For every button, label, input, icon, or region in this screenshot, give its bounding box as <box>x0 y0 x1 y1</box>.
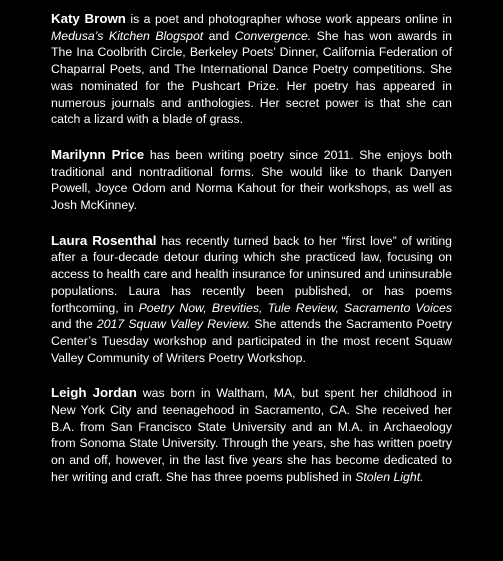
bio-marilynn-price <box>51 147 452 214</box>
bio-text: has been writing poetry since 2011. She enjoys both traditional and nontraditional forms. She would like to thank Danyen Powell, Joyce Odom and Norma Kahout for their workshops, as well as Josh McKinney. <box>51 147 452 213</box>
bio-name: Marilynn Price <box>51 146 145 162</box>
bio-laura-rosenthal <box>51 233 452 367</box>
publication-title: Stolen Light. <box>355 469 424 484</box>
bio-name: Katy Brown <box>51 11 126 26</box>
bio-name: Leigh Jordan <box>51 385 137 401</box>
bio-text: She attends the Sacramento Poetry Center’s Tuesday workshop and participated in the most recent Squaw Valley Community of Writers Poetry Workshop. <box>51 317 452 365</box>
bio-text: and <box>203 28 235 43</box>
publication-title: Medusa’s Kitchen Blogspot <box>51 28 204 43</box>
publication-title: Convergence. <box>234 28 312 43</box>
bio-katy-brown <box>51 11 452 128</box>
bio-list <box>51 11 452 505</box>
bio-text: has recently turned back to her “first love” of writing after a four-decade detour during which she practiced law, focusing on access to health care and health insurance for uninsured and uninsurable populations. Laura has recently been published, or has poems forthcoming, in <box>51 233 453 315</box>
bio-leigh-jordan <box>51 385 452 485</box>
bio-text: was born in Waltham, MA, but spent her childhood in New York City and teenagehood in Sacramento, CA. She received her B.A. from San Francisco State University and an M.A. in Archaeology from Sonoma State University. Through the years, she has written poetry on and off, however, in the last five years she has become dedicated to her writing and craft. She has three poems published in <box>51 386 453 484</box>
publication-title: 2017 Squaw Valley Review. <box>96 317 251 332</box>
bio-text: and the <box>51 317 97 332</box>
bio-text: She has won awards in The Ina Coolbrith Circle, Berkeley Poets’ Dinner, California Federation of Chaparral Poets, and The International Dance Poetry competitions. She was nominated for the Pushcart Prize. Her poetry has appeared in numerous journals and anthologies. Her secret power is that she can catch a lizard with a blade of grass. <box>51 28 453 127</box>
bio-text: is a poet and photographer whose work appears online in <box>125 12 452 26</box>
publication-title: Poetry Now, Brevities, Tule Review, Sacramento Voices <box>138 300 452 315</box>
bio-name: Laura Rosenthal <box>51 232 157 248</box>
